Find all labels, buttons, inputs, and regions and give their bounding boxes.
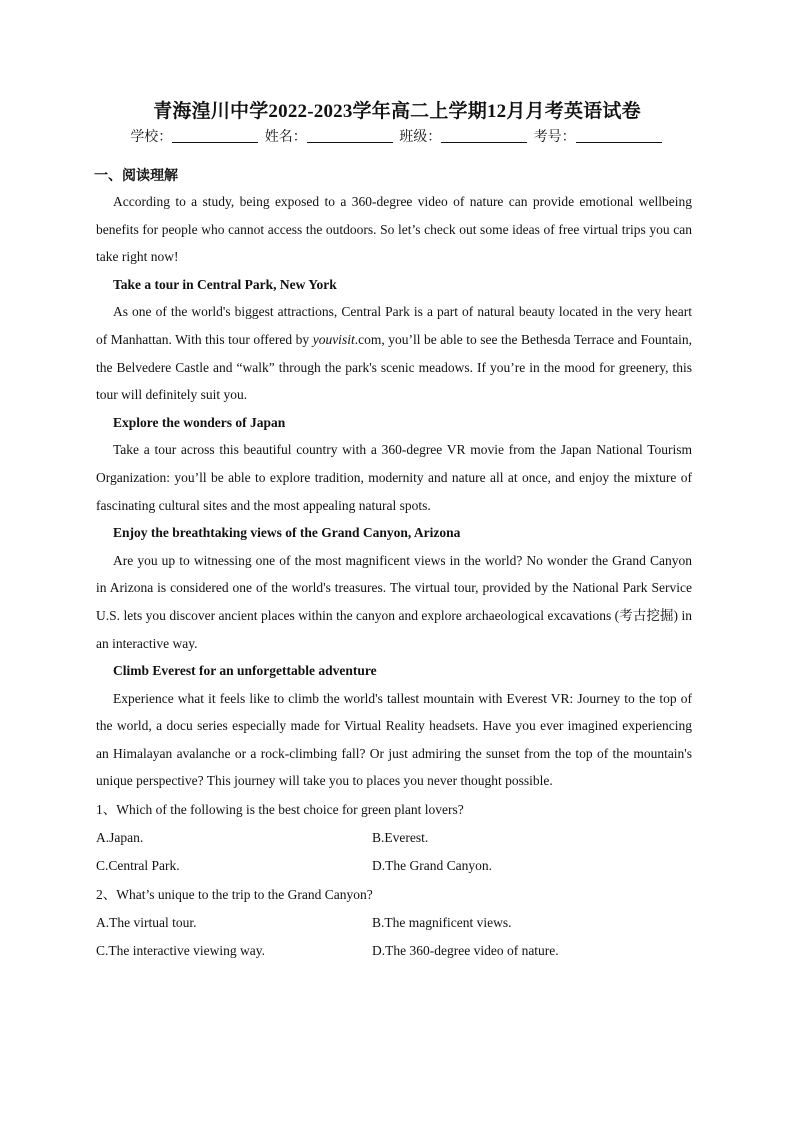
name-blank[interactable] xyxy=(307,128,393,143)
question-1-options-row-1 xyxy=(96,824,692,852)
student-info-line xyxy=(0,126,794,146)
option-b[interactable]: B.The magnificent views. xyxy=(372,915,512,931)
number-label: 考号： xyxy=(533,129,576,145)
part-text-japan: Take a tour across this beautiful country with a 360-degree VR movie from the Japan National Tourism Organization: you’ll be able to explore tradition, modernity and nature all at once, and enjoy the mixture of fascinating cultural sites and the most appealing natural spots. xyxy=(96,442,692,513)
name-label: 姓名： xyxy=(264,129,307,145)
class-blank[interactable] xyxy=(441,128,527,143)
part-text-central-park: As one of the world's biggest attractions, Central Park is a part of natural beauty located in the very heart of Manhattan. With this tour offered by youvisit.com, you’ll be able to see the Bethesda Terrace and Fountain, the Belvedere Castle and “walk” through the park's scenic meadows. If you’re in the mood for greenery, this tour will definitely suit you. xyxy=(96,304,692,403)
option-b[interactable]: B.Everest. xyxy=(372,830,429,846)
url-text: youvisit xyxy=(312,331,355,347)
option-c[interactable]: C.Central Park. xyxy=(96,858,180,874)
section-title: 一、阅读理解 xyxy=(94,168,178,184)
option-a[interactable]: A.Japan. xyxy=(96,830,144,846)
question-1-options-row-2 xyxy=(96,852,692,880)
option-a[interactable]: A.The virtual tour. xyxy=(96,915,197,931)
question-2: 2、What’s unique to the trip to the Grand Canyon? xyxy=(96,887,373,903)
part-heading-japan: Explore the wonders of Japan xyxy=(113,414,286,430)
school-label: 学校： xyxy=(130,129,173,145)
option-d[interactable]: D.The 360-degree video of nature. xyxy=(372,943,559,959)
number-blank[interactable] xyxy=(576,128,662,143)
exam-title: 青海湟川中学2022-2023学年高二上学期12月月考英语试卷 xyxy=(153,101,641,122)
question-2-options-row-2 xyxy=(96,937,692,965)
part-heading-everest: Climb Everest for an unforgettable adventure xyxy=(113,663,377,679)
part-heading-central-park: Take a tour in Central Park, New York xyxy=(113,276,337,292)
part-text-everest: Experience what it feels like to climb the world's tallest mountain with Everest VR: Journey to the top of the world, a docu series especially made for Virtual Reality headsets. Have you ever imagined experiencing an Himalayan avalanche or a rock-climbing fall? Or just admiring the sunset from the top of the mountain's unique perspective? This journey will take you to places you never thought possible. xyxy=(96,690,692,789)
intro-paragraph: According to a study, being exposed to a 360-degree video of nature can provide emotional wellbeing benefits for people who cannot access the outdoors. So let’s check out some ideas of free virtual trips you can take right now! xyxy=(96,194,692,265)
part-heading-grand-canyon: Enjoy the breathtaking views of the Grand Canyon, Arizona xyxy=(113,525,461,541)
reading-section xyxy=(96,164,692,965)
option-c[interactable]: C.The interactive viewing way. xyxy=(96,943,265,959)
school-blank[interactable] xyxy=(172,128,258,143)
option-d[interactable]: D.The Grand Canyon. xyxy=(372,858,492,874)
class-label: 班级： xyxy=(399,129,442,145)
question-1: 1、Which of the following is the best choice for green plant lovers? xyxy=(96,802,464,818)
part-text-grand-canyon: Are you up to witnessing one of the most magnificent views in the world? No wonder the Grand Canyon in Arizona is considered one of the world's treasures. The virtual tour, provided by the National Park Service U.S. lets you discover ancient places within the canyon and explore archaeological excavations (考古挖掘) in an interactive way. xyxy=(96,552,692,651)
question-2-options-row-1 xyxy=(96,909,692,937)
